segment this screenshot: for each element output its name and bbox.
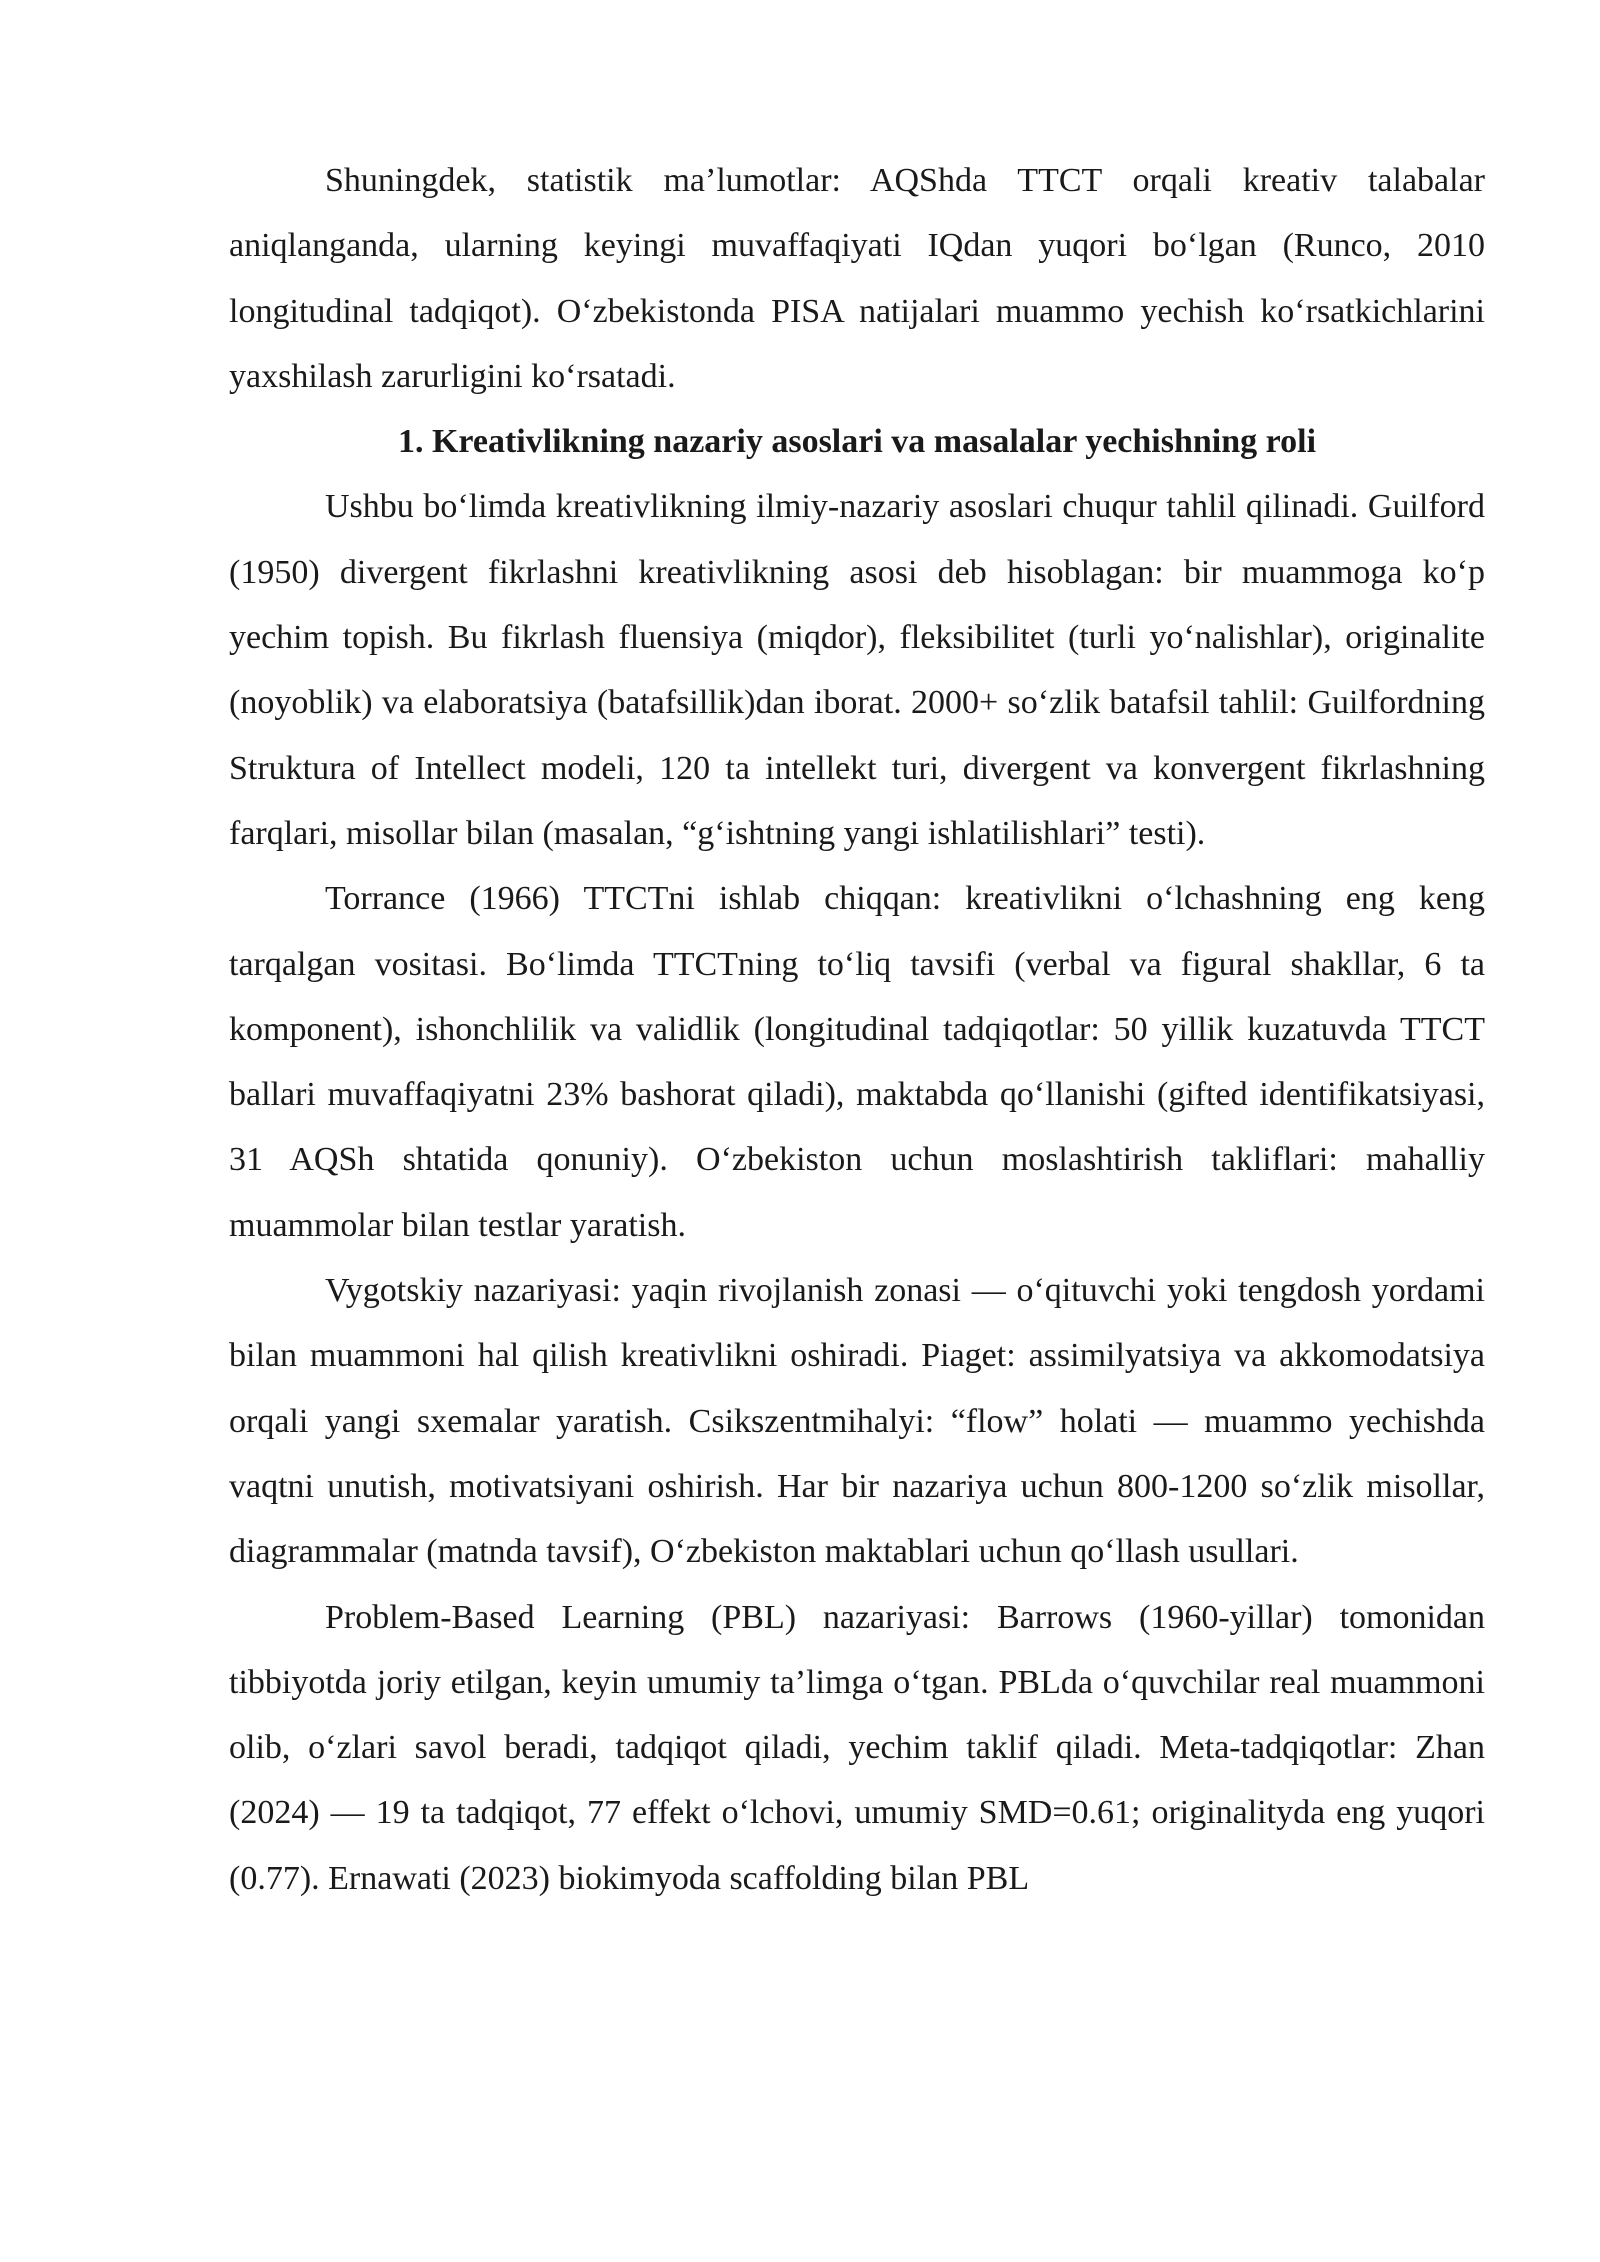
paragraph-vygotskiy: Vygotskiy nazariyasi: yaqin rivojlanish zonasi — o‘qituvchi yoki tengdosh yordami bilan muammoni hal qilish kreativlikni oshiradi. Piaget: assimilyatsiya va akkomodatsiya orqali yangi sxemalar yaratish. Csikszentmihalyi: “flow” holati — muammo yechishda vaqtni unutish, motivatsiyani oshirish. Har bir nazariya uchun 800-1200 so‘zlik misollar, diagrammalar (matnda tavsif), O‘zbekiston maktablari uchun qo‘llash usullari. xyxy=(229,1272,1485,1571)
section-heading: 1. Kreativlikning nazariy asoslari va masalalar yechishning roli xyxy=(397,423,1317,461)
intro-paragraph: Shuningdek, statistik ma’lumotlar: AQShda TTCT orqali kreativ talabalar aniqlanganda, ularning keyingi muvaffaqiyati IQdan yuqori bo‘lgan (Runco, 2010 longitudinal tadqiqot). O‘zbekistonda PISA natijalari muammo yechish ko‘rsatkichlarini yaxshilash zarurligini ko‘rsatadi. xyxy=(229,162,1485,395)
paragraph-guilford: Ushbu bo‘limda kreativlikning ilmiy-nazariy asoslari chuqur tahlil qilinadi. Guilford (1950) divergent fikrlashni kreativlikning asosi deb hisoblagan: bir muammoga ko‘p yechim topish. Bu fikrlash fluensiya (miqdor), fleksibilitet (turli yo‘nalishlar), originalite (noyoblik) va elaboratsiya (batafsillik)dan iborat. 2000+ so‘zlik batafsil tahlil: Guilfordning Struktura of Intellect modeli, 120 ta intellekt turi, divergent va konvergent fikrlashning farqlari, misollar bilan (masalan, “g‘ishtning yangi ishlatilishlari” testi). xyxy=(229,488,1485,852)
paragraph-pbl: Problem-Based Learning (PBL) nazariyasi: Barrows (1960-yillar) tomonidan tibbiyotda joriy etilgan, keyin umumiy ta’limga o‘tgan. PBLda o‘quvchilar real muammoni olib, o‘zlari savol beradi, tadqiqot qiladi, yechim taklif qiladi. Meta-tadqiqotlar: Zhan (2024) — 19 ta tadqiqot, 77 effekt o‘lchovi, umumiy SMD=0.61; originalityda eng yuqori (0.77). Ernawati (2023) biokimyoda scaffolding bilan PBL xyxy=(229,1598,1485,1897)
paragraph-torrance: Torrance (1966) TTCTni ishlab chiqqan: kreativlikni o‘lchashning eng keng tarqalgan vositasi. Bo‘limda TTCTning to‘liq tavsifi (verbal va figural shakllar, 6 ta komponent), ishonchlilik va validlik (longitudinal tadqiqotlar: 50 yillik kuzatuvda TTCT ballari muvaffaqiyatni 23% bashorat qiladi), maktabda qo‘llanishi (gifted identifikatsiyasi, 31 AQSh shtatida qonuniy). O‘zbekiston uchun moslashtirish takliflari: mahalliy muammolar bilan testlar yaratish. xyxy=(229,880,1485,1244)
document-page xyxy=(229,148,1485,1911)
